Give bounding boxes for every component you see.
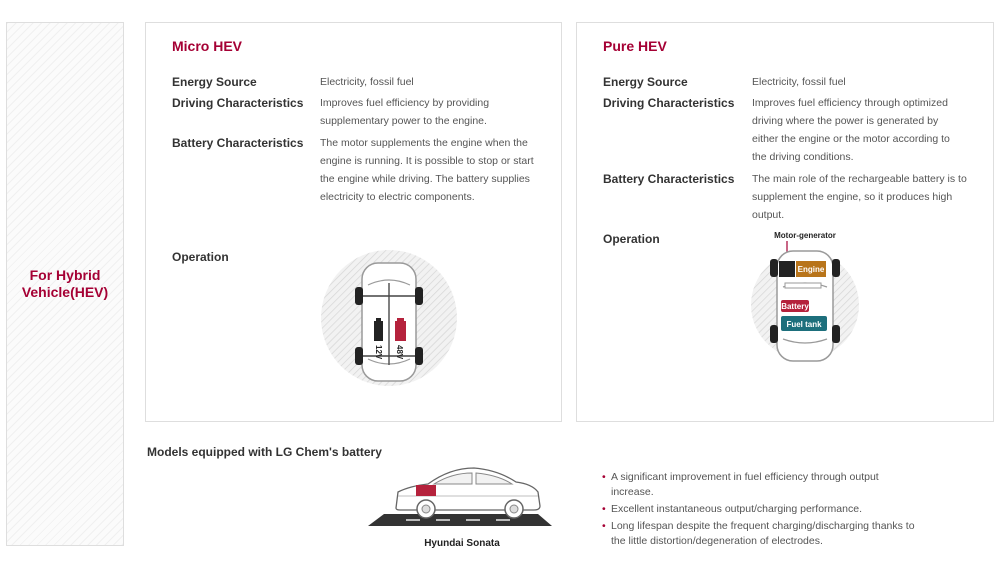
battery-characteristics-label: Battery Characteristics [172, 136, 304, 150]
energy-source-label: Energy Source [172, 75, 257, 89]
driving-characteristics-row [603, 94, 983, 166]
sedan-car-icon [396, 468, 540, 518]
battery-characteristics-label: Battery Characteristics [603, 172, 735, 186]
battery-characteristics-row [172, 134, 551, 206]
energy-source-label: Energy Source [603, 75, 688, 89]
battery-characteristics-value: The main role of the rechargeable battery is to supplement the engine, so it produces high output. [752, 173, 967, 221]
battery-characteristics-value: The motor supplements the engine when the engine is running. It is possible to stop or start the engine while driving. The battery supplies electricity to electric components. [320, 137, 534, 203]
label-12v: 12V [374, 345, 383, 360]
battery-pack-icon [416, 485, 436, 496]
driving-characteristics-value: Improves fuel efficiency through optimized driving where the power is generated by either the engine or the motor according to the driving conditions. [752, 97, 950, 163]
pure-hev-diagram [749, 229, 859, 367]
micro-hev-title: Micro HEV [172, 38, 243, 54]
benefits-list [602, 470, 922, 551]
micro-hev-card [145, 22, 562, 422]
pure-hev-card [576, 22, 994, 422]
battery-48v-icon [395, 318, 406, 341]
road-icon [368, 514, 552, 526]
driving-characteristics-value: Improves fuel efficiency by providing supplementary power to the engine. [320, 97, 490, 127]
list-item: • A significant improvement in fuel efficiency through output increase. [602, 470, 922, 500]
battery-characteristics-row [603, 170, 983, 224]
engine-label: Engine [797, 265, 825, 274]
driving-characteristics-label: Driving Characteristics [172, 96, 304, 110]
battery-label: Battery [781, 302, 809, 311]
pure-hev-title: Pure HEV [603, 38, 667, 54]
models-title: Models equipped with LG Chem's battery [147, 445, 382, 459]
fuel-tank-label: Fuel tank [786, 320, 822, 329]
car-body-outline [362, 263, 416, 381]
category-label: For Hybrid Vehicle(HEV) [21, 267, 109, 300]
micro-hev-diagram [318, 247, 460, 389]
car-model-name: Hyundai Sonata [424, 538, 500, 549]
driving-characteristics-row [172, 94, 551, 130]
motor-generator-label: Motor-generator [774, 231, 836, 240]
energy-source-row [603, 73, 983, 91]
driving-characteristics-label: Driving Characteristics [603, 96, 735, 110]
operation-label: Operation [603, 232, 660, 246]
list-item: • Excellent instantaneous output/charging performance. [602, 502, 922, 517]
energy-source-value: Electricity, fossil fuel [320, 76, 414, 88]
list-item: • Long lifespan despite the frequent charging/discharging thanks to the little distortion/degeneration of electrodes. [602, 519, 922, 549]
energy-source-row [172, 73, 551, 91]
battery-12v-icon [374, 318, 383, 341]
transmission-icon [785, 283, 821, 288]
category-panel [6, 22, 124, 546]
energy-source-value: Electricity, fossil fuel [752, 76, 846, 88]
motor-generator-icon [779, 261, 795, 277]
operation-label: Operation [172, 250, 229, 264]
label-48v: 48V [395, 345, 404, 360]
